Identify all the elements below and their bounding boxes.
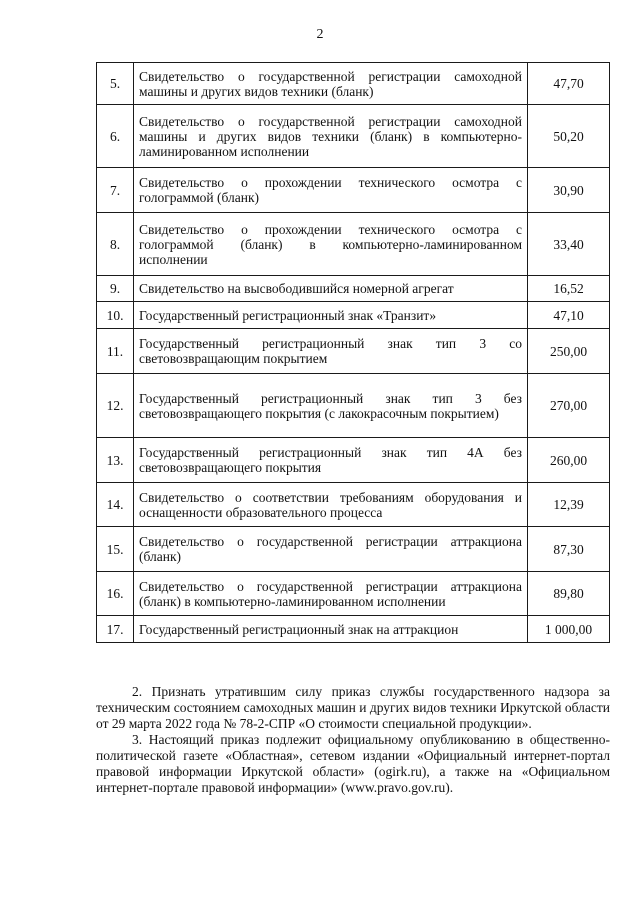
table-row (97, 276, 610, 302)
row-description: Государственный регистрационный знак тип 3 со световозвращающим покрытием (134, 329, 528, 374)
row-description: Государственный регистрационный знак на аттракцион (134, 616, 528, 643)
row-number: 7. (97, 168, 134, 213)
paragraph: 3. Настоящий приказ подлежит официальному опубликованию в общественно-политической газете «Областная», сетевом издании «Официальный интернет-портал правовой информации Иркутской области» (ogirk.ru), а также на «Официальном интернет-портале правовой информации» (www.pravo.gov.ru). (96, 732, 610, 795)
row-number: 12. (97, 374, 134, 438)
row-description: Государственный регистрационный знак тип 3 без световозвращающего покрытия (с лакокрасочным покрытием) (134, 374, 528, 438)
table-row (97, 572, 610, 616)
row-description: Государственный регистрационный знак тип 4А без световозвращающего покрытия (134, 438, 528, 483)
price-table-body (97, 63, 610, 643)
row-number: 17. (97, 616, 134, 643)
row-number: 5. (97, 63, 134, 105)
row-price: 30,90 (528, 168, 610, 213)
row-description: Свидетельство о государственной регистрации самоходной машины и других видов техники (бланк) (134, 63, 528, 105)
table-row (97, 63, 610, 105)
table-row (97, 527, 610, 572)
row-description: Свидетельство о государственной регистрации аттракциона (бланк) в компьютерно-ламинированном исполнении (134, 572, 528, 616)
row-description: Свидетельство о прохождении технического осмотра с голограммой (бланк) в компьютерно-ламинированном исполнении (134, 213, 528, 276)
row-price: 89,80 (528, 572, 610, 616)
row-price: 87,30 (528, 527, 610, 572)
table-row (97, 374, 610, 438)
row-number: 8. (97, 213, 134, 276)
row-description: Государственный регистрационный знак «Транзит» (134, 302, 528, 329)
price-table (96, 62, 610, 643)
row-price: 50,20 (528, 105, 610, 168)
table-row (97, 329, 610, 374)
paragraph: 2. Признать утратившим силу приказ службы государственного надзора за техническим состоянием самоходных машин и других видов техники Иркутской области от 29 марта 2022 года № 78-2-СПР «О стоимости специальной продукции». (96, 684, 610, 731)
row-description: Свидетельство о государственной регистрации аттракциона (бланк) (134, 527, 528, 572)
row-description: Свидетельство на высвободившийся номерной агрегат (134, 276, 528, 302)
row-number: 14. (97, 483, 134, 527)
row-price: 47,70 (528, 63, 610, 105)
row-number: 16. (97, 572, 134, 616)
page-number: 2 (316, 27, 324, 42)
table-row (97, 483, 610, 527)
row-number: 13. (97, 438, 134, 483)
row-price: 270,00 (528, 374, 610, 438)
row-description: Свидетельство о государственной регистрации самоходной машины и других видов техники (бланк) в компьютерно-ламинированном исполнении (134, 105, 528, 168)
row-price: 16,52 (528, 276, 610, 302)
row-number: 10. (97, 302, 134, 329)
row-price: 250,00 (528, 329, 610, 374)
row-price: 47,10 (528, 302, 610, 329)
table-row (97, 168, 610, 213)
row-number: 6. (97, 105, 134, 168)
table-row (97, 438, 610, 483)
row-number: 15. (97, 527, 134, 572)
table-row (97, 302, 610, 329)
body-text (96, 684, 610, 796)
row-price: 260,00 (528, 438, 610, 483)
table-row (97, 213, 610, 276)
row-description: Свидетельство о соответствии требованиям оборудования и оснащенности образовательного процесса (134, 483, 528, 527)
row-price: 12,39 (528, 483, 610, 527)
row-description: Свидетельство о прохождении технического осмотра с голограммой (бланк) (134, 168, 528, 213)
row-price: 1 000,00 (528, 616, 610, 643)
row-price: 33,40 (528, 213, 610, 276)
table-row (97, 105, 610, 168)
table-row (97, 616, 610, 643)
row-number: 11. (97, 329, 134, 374)
row-number: 9. (97, 276, 134, 302)
